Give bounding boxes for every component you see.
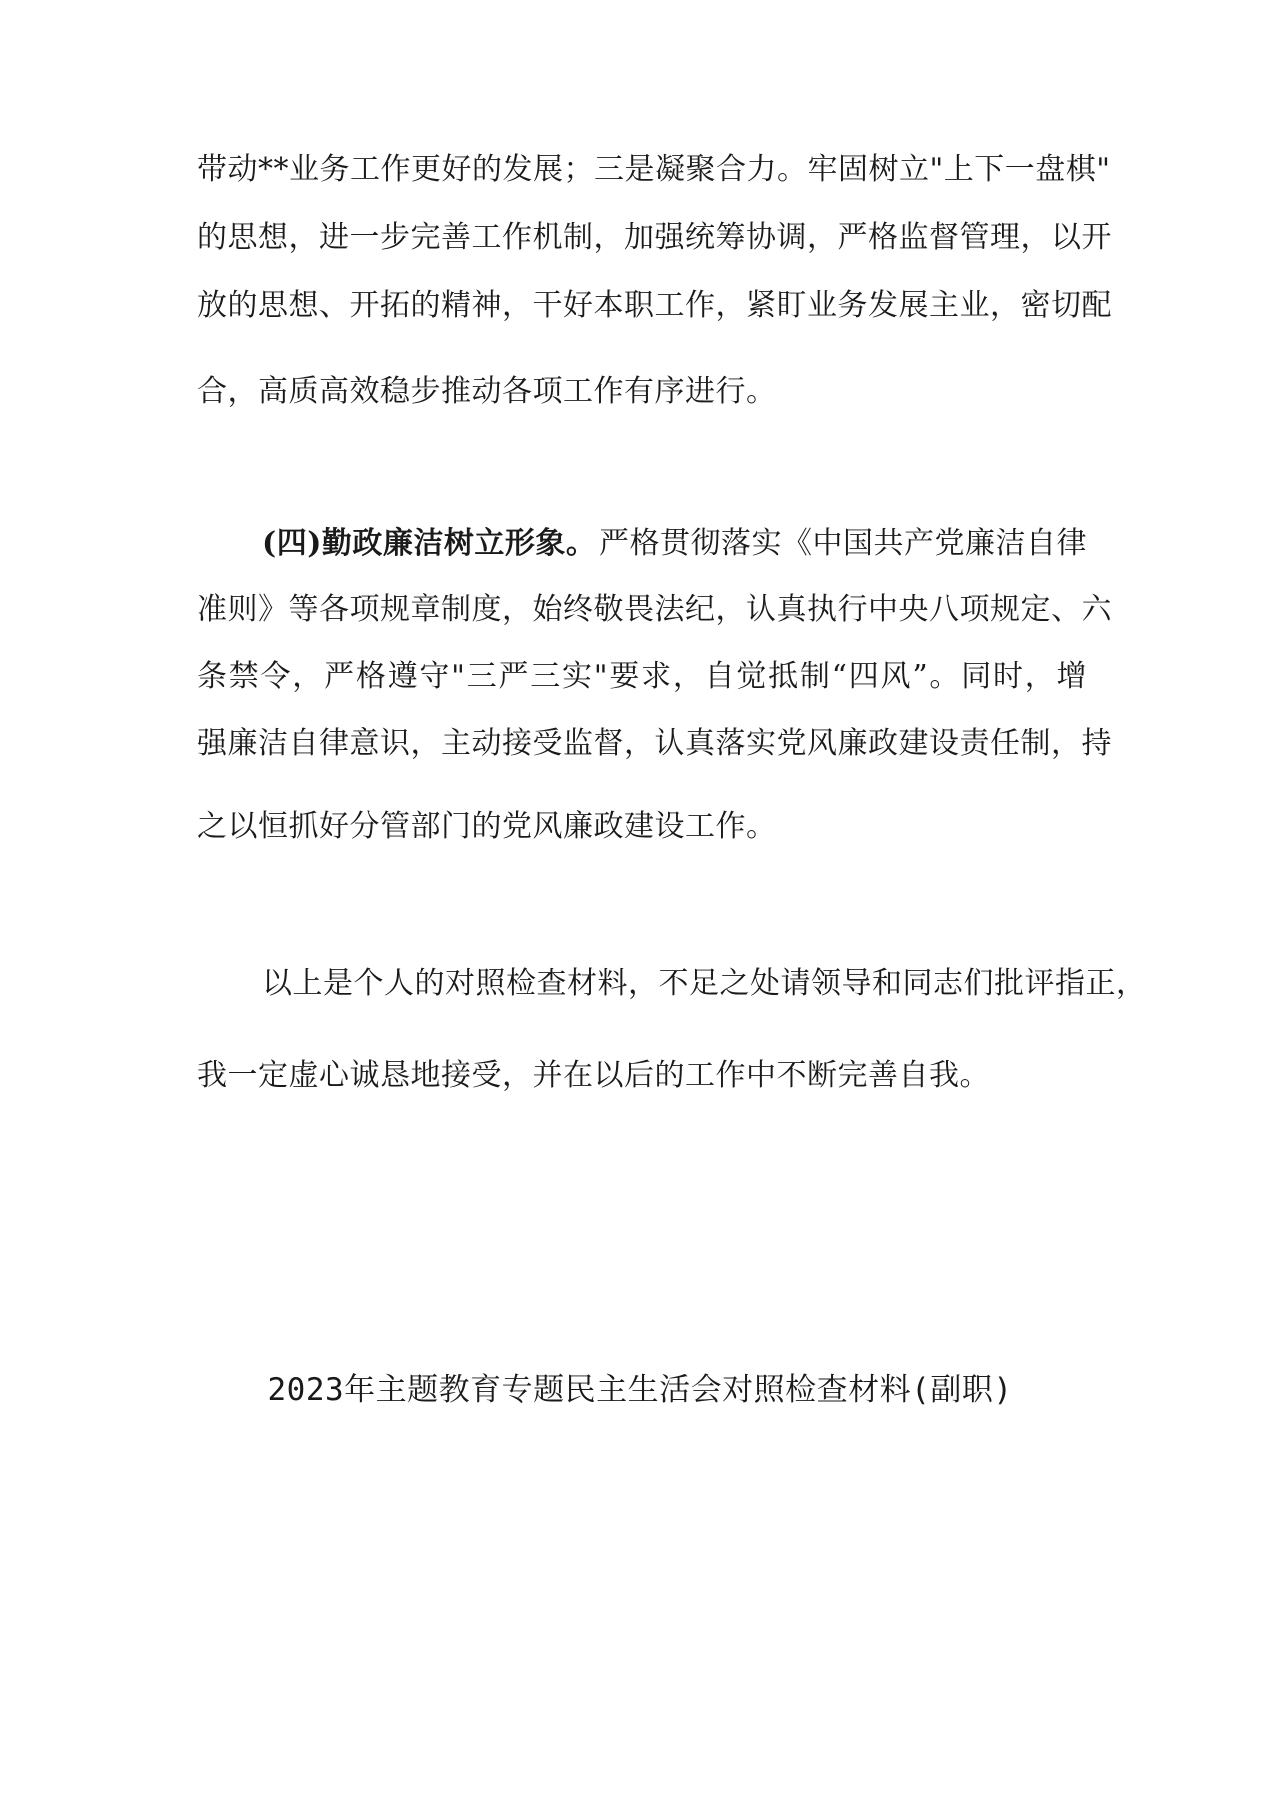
document-title: 2023年主题教育专题民主生活会对照检查材料(副职)	[267, 1372, 1013, 1408]
paragraph-1-line-3: 放的思想、开拓的精神，干好本职工作，紧盯业务发展主业，密切配	[197, 288, 1112, 323]
paragraph-1-line-4: 合，高质高效稳步推动各项工作有序进行。	[197, 374, 777, 409]
paragraph-2-line-1	[262, 524, 1087, 564]
paragraph-3-line-2: 我一定虚心诚恳地接受，并在以后的工作中不断完善自我。	[197, 1058, 990, 1093]
paragraph-2-line-2: 准则》等各项规章制度，始终敬畏法纪，认真执行中央八项规定、六	[197, 592, 1112, 627]
paragraph-1-line-1: 带动**业务工作更好的发展；三是凝聚合力。牢固树立"上下一盘棋"	[197, 152, 1111, 187]
paragraph-2-line-4: 强廉洁自律意识，主动接受监督，认真落实党风廉政建设责任制，持	[197, 726, 1112, 761]
paragraph-2-line-1-text: 严格贯彻落实《中国共产党廉洁自律	[599, 526, 1087, 561]
section-heading: (四)勤政廉洁树立形象。	[262, 526, 597, 561]
paragraph-2-line-5: 之以恒抓好分管部门的党风廉政建设工作。	[197, 809, 777, 844]
paragraph-2-line-3: 条禁令，严格遵守"三严三实"要求，自觉抵制“四风”。同时，增	[197, 659, 1087, 694]
paragraph-1-line-2: 的思想，进一步完善工作机制，加强统筹协调，严格监督管理，以开	[197, 220, 1112, 255]
paragraph-3-line-1: 以上是个人的对照检查材料，不足之处请领导和同志们批评指正，	[262, 966, 1147, 1001]
